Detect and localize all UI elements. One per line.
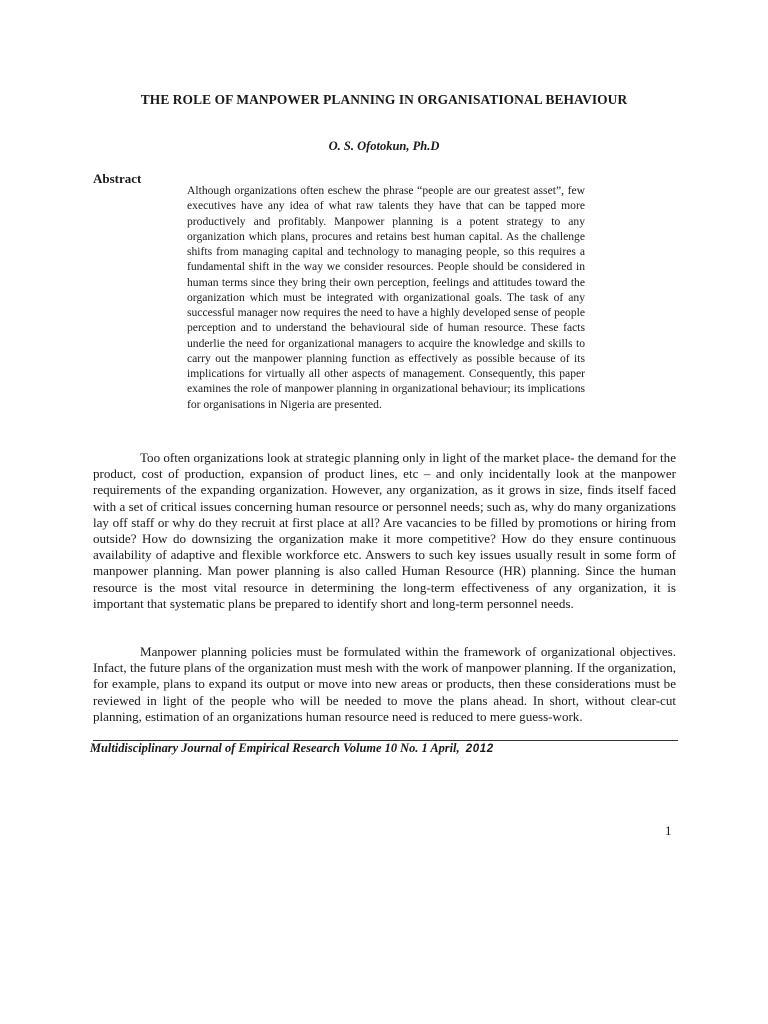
journal-year: 2012 bbox=[465, 743, 494, 755]
body-paragraph-1: Too often organizations look at strategic planning only in light of the market place- the demand for the product, cost of production, expansion of product lines, etc – and only incidentally look at the manpower requirements of the expanding organization. However, any organization, as it grows in size, finds itself faced with a set of critical issues concerning human resource or personnel needs; such as, why do many organizations lay off staff or why do they recruit at first place at all? Are vacancies to be filled by promotions or hiring from outside? How do downsizing the organization make it more competitive? How do they ensure continuous availability of adaptive and flexible workforce etc. Answers to such key issues usually result in some form of manpower planning. Man power planning is also called Human Resource (HR) planning. Since the human resource is the most vital resource in determining the long-term effectiveness of any organization, it is important that systematic plans be prepared to identify short and long-term personnel needs. bbox=[93, 450, 676, 611]
journal-citation: Multidisciplinary Journal of Empirical Research Volume 10 No. 1 April, bbox=[90, 741, 460, 755]
page-number: 1 bbox=[665, 823, 672, 838]
journal-footer bbox=[90, 741, 494, 756]
body-paragraph-2: Manpower planning policies must be formulated within the framework of organizational objectives. Infact, the future plans of the organization must mesh with the work of manpower planning. If the organization, for example, plans to expand its output or move into new areas or products, then these considerations must be reviewed in light of the people who will be needed to move the plans ahead. In short, without clear-cut planning, estimation of an organizations human resource need is reduced to mere guess-work. bbox=[93, 644, 676, 724]
abstract-heading: Abstract bbox=[93, 171, 142, 186]
paper-title: THE ROLE OF MANPOWER PLANNING IN ORGANISATIONAL BEHAVIOUR bbox=[140, 92, 628, 107]
author-name: O. S. Ofotokun, Ph.D bbox=[328, 139, 440, 153]
abstract-text: Although organizations often eschew the phrase “people are our greatest asset”, few executives have any idea of what raw talents they have that can be tapped more productively and profitably. Manpower planning is a potent strategy to any organization which plans, procures and retains best human capital. As the challenge shifts from managing capital and technology to managing people, so this requires a fundamental shift in the way we consider resources. People should be considered in human terms since they bring their own perception, feelings and attitudes toward the organization which must be integrated with organizational goals. The task of any successful manager now requires the need to have a highly developed sense of people perception and to understand the behavioural side of human resource. These facts underlie the need for organizational managers to acquire the knowledge and skills to carry out the manpower planning function as effectively as possible because of its implications for virtually all other aspects of management. Consequently, this paper examines the role of manpower planning in organizational behaviour; its implications for organisations in Nigeria are presented. bbox=[187, 184, 585, 411]
